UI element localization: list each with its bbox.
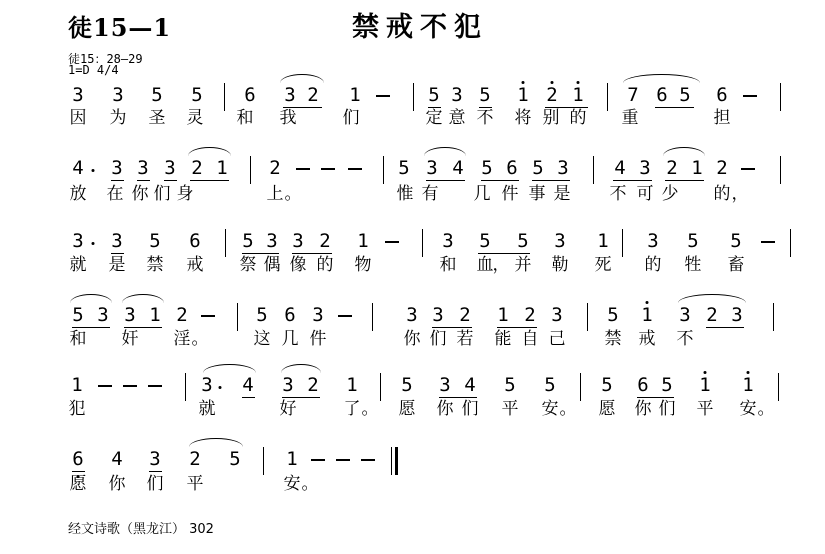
note-digit: 2 — [319, 230, 331, 252]
barline — [380, 373, 381, 401]
slur-arc — [189, 438, 243, 447]
lyric-char: 。 — [559, 399, 577, 419]
note-digit: 3 — [647, 230, 659, 252]
lyric-char: 我 — [279, 108, 297, 128]
barline — [413, 83, 414, 111]
note-digit: 1 — [641, 304, 653, 326]
lyric-char: 担 — [713, 108, 731, 128]
sustain-dash — [361, 459, 375, 461]
note-digit: 2 — [307, 374, 319, 396]
note-digit: 3 — [111, 157, 123, 179]
beam-underline — [149, 471, 162, 472]
lyric-char: 可 — [636, 184, 654, 204]
lyric-char: 少 — [661, 184, 679, 204]
lyric-char: 愿 — [398, 399, 416, 419]
note-digit: 5 — [687, 230, 699, 252]
beam-underline — [481, 180, 519, 181]
sustain-dash — [741, 168, 755, 170]
note-digit: 2 — [666, 157, 678, 179]
lyric-char: 不 — [676, 329, 694, 349]
key-time-signature: 1=D 4/4 — [68, 63, 119, 77]
note-digit: 3 — [312, 304, 324, 326]
note-digit: 3 — [282, 374, 294, 396]
barline — [587, 303, 588, 331]
lyric-char: 别 — [542, 108, 560, 128]
lyric-char: 是 — [108, 255, 126, 275]
sustain-dash — [385, 241, 399, 243]
lyric-char: 能 — [494, 329, 512, 349]
beam-underline — [655, 107, 694, 108]
barline — [224, 83, 225, 111]
barline — [773, 303, 774, 331]
final-barline-thick — [395, 447, 398, 475]
note-digit: 1 — [349, 84, 361, 106]
lyric-char: 平 — [186, 474, 204, 494]
slur-arc — [424, 147, 466, 156]
lyric-char: 灵 — [186, 108, 204, 128]
note-digit: 3 — [551, 304, 563, 326]
note-digit: 5 — [479, 230, 491, 252]
lyric-char: 件 — [309, 329, 327, 349]
note-digit: 5 — [661, 374, 673, 396]
sustain-dash — [376, 95, 390, 97]
lyric-char: 奸 — [121, 329, 139, 349]
note-digit: 3 — [97, 304, 109, 326]
beam-underline — [665, 180, 704, 181]
note-digit: 4 — [464, 374, 476, 396]
barline — [593, 156, 594, 184]
slur-arc — [663, 147, 705, 156]
beam-underline — [72, 471, 85, 472]
lyric-char: 的 — [569, 108, 587, 128]
note-digit: 3 — [442, 230, 454, 252]
lyric-char: 就 — [69, 255, 87, 275]
augmentation-dot — [92, 242, 95, 245]
beam-underline — [242, 397, 255, 398]
note-digit: 6 — [637, 374, 649, 396]
barline — [225, 229, 226, 257]
lyric-char: 就 — [198, 399, 216, 419]
scripture-reference: 徒15：28—29 — [68, 52, 143, 66]
note-digit: 1 — [572, 84, 584, 106]
lyric-char: 畜 — [727, 255, 745, 275]
beam-underline — [124, 327, 162, 328]
lyric-char: 们 — [342, 108, 360, 128]
beam-underline — [426, 180, 465, 181]
note-digit: 5 — [730, 230, 742, 252]
lyric-char: ， — [492, 255, 510, 275]
final-barline-thin — [391, 447, 392, 475]
beam-underline — [164, 180, 177, 181]
lyric-char: 事 — [528, 184, 546, 204]
lyric-char: 淫 — [173, 329, 191, 349]
lyric-char: 在 — [106, 184, 124, 204]
note-digit: 6 — [656, 84, 668, 106]
note-digit: 4 — [242, 374, 254, 396]
sustain-dash — [348, 168, 362, 170]
song-title: 禁戒不犯 — [352, 12, 488, 43]
lyric-char: 血 — [476, 255, 494, 275]
note-digit: 3 — [266, 230, 278, 252]
lyric-char: 们 — [429, 329, 447, 349]
note-digit: 1 — [699, 374, 711, 396]
note-digit: 6 — [716, 84, 728, 106]
lyric-char: 禁 — [146, 255, 164, 275]
note-digit: 1 — [71, 374, 83, 396]
lyric-char: 好 — [279, 399, 297, 419]
lyric-char: 安 — [541, 399, 559, 419]
sustain-dash — [311, 459, 325, 461]
lyric-char: 若 — [456, 329, 474, 349]
note-digit: 4 — [111, 448, 123, 470]
note-digit: 5 — [479, 84, 491, 106]
beam-underline — [478, 253, 530, 254]
note-digit: 1 — [346, 374, 358, 396]
lyric-char: 勒 — [551, 255, 569, 275]
lyric-char: 戒 — [638, 329, 656, 349]
sustain-dash — [743, 95, 757, 97]
lyric-char: 是 — [553, 184, 571, 204]
note-digit: 2 — [189, 448, 201, 470]
note-digit: 5 — [601, 374, 613, 396]
note-digit: 3 — [164, 157, 176, 179]
slur-arc — [203, 364, 256, 373]
lyric-char: 你 — [634, 399, 652, 419]
note-digit: 5 — [151, 84, 163, 106]
note-digit: 2 — [269, 157, 281, 179]
note-digit: 3 — [124, 304, 136, 326]
sustain-dash — [123, 385, 137, 387]
footer-label: 经文诗歌（黑龙江） 302 — [68, 522, 214, 537]
note-digit: 2 — [706, 304, 718, 326]
lyric-char: 定 — [425, 108, 443, 128]
barline — [422, 229, 423, 257]
sustain-dash — [148, 385, 162, 387]
sustain-dash — [761, 241, 775, 243]
lyric-char: 上 — [266, 184, 284, 204]
beam-underline — [432, 327, 472, 328]
note-digit: 5 — [679, 84, 691, 106]
sustain-dash — [98, 385, 112, 387]
song-number: 徒15—1 — [68, 13, 172, 42]
note-digit: 1 — [286, 448, 298, 470]
lyric-char: 的 — [316, 255, 334, 275]
note-digit: 3 — [406, 304, 418, 326]
slur-arc — [281, 364, 321, 373]
lyric-char: 们 — [461, 399, 479, 419]
note-digit: 1 — [497, 304, 509, 326]
note-digit: 3 — [111, 230, 123, 252]
barline — [372, 303, 373, 331]
augmentation-dot — [219, 386, 222, 389]
lyric-char: 你 — [436, 399, 454, 419]
octave-dot-above — [522, 81, 525, 84]
lyric-char: 戒 — [186, 255, 204, 275]
beam-underline — [282, 397, 320, 398]
lyric-char: 和 — [439, 255, 457, 275]
lyric-char: 。 — [757, 399, 775, 419]
lyric-char: 平 — [696, 399, 714, 419]
barline — [780, 156, 781, 184]
note-digit: 2 — [459, 304, 471, 326]
beam-underline — [706, 327, 744, 328]
octave-dot-above — [551, 81, 554, 84]
lyric-char: 愿 — [598, 399, 616, 419]
slur-arc — [188, 147, 231, 156]
beam-underline — [190, 180, 229, 181]
note-digit: 6 — [506, 157, 518, 179]
note-digit: 5 — [428, 84, 440, 106]
sustain-dash — [201, 315, 215, 317]
lyric-char: 像 — [289, 255, 307, 275]
lyric-char: 圣 — [148, 108, 166, 128]
barline — [237, 303, 238, 331]
note-digit: 6 — [244, 84, 256, 106]
note-digit: 2 — [716, 157, 728, 179]
lyric-char: 。 — [301, 474, 319, 494]
lyric-char: 有 — [421, 184, 439, 204]
lyric-char: 不 — [476, 108, 494, 128]
slur-arc — [280, 74, 324, 83]
note-digit: 3 — [284, 84, 296, 106]
note-digit: 3 — [554, 230, 566, 252]
note-digit: 5 — [242, 230, 254, 252]
note-digit: 1 — [691, 157, 703, 179]
beam-underline — [72, 327, 110, 328]
note-digit: 3 — [201, 374, 213, 396]
note-digit: 2 — [307, 84, 319, 106]
beam-underline — [111, 253, 124, 254]
note-digit: 3 — [731, 304, 743, 326]
note-digit: 3 — [439, 374, 451, 396]
barline — [250, 156, 251, 184]
note-digit: 2 — [191, 157, 203, 179]
note-digit: 1 — [149, 304, 161, 326]
note-digit: 5 — [532, 157, 544, 179]
note-digit: 3 — [639, 157, 651, 179]
slur-arc — [678, 294, 746, 303]
lyric-char: 件 — [501, 184, 519, 204]
lyric-char: 安 — [739, 399, 757, 419]
lyric-char: 愿 — [69, 474, 87, 494]
note-digit: 5 — [398, 157, 410, 179]
note-digit: 6 — [189, 230, 201, 252]
lyric-char: 为 — [109, 108, 127, 128]
note-digit: 7 — [627, 84, 639, 106]
sustain-dash — [296, 168, 310, 170]
lyric-char: 几 — [473, 184, 491, 204]
lyric-char: ， — [731, 184, 749, 204]
lyric-char: 牲 — [684, 255, 702, 275]
note-digit: 3 — [679, 304, 691, 326]
note-digit: 1 — [742, 374, 754, 396]
slur-arc — [122, 294, 164, 303]
note-digit: 3 — [432, 304, 444, 326]
lyric-char: 你 — [131, 184, 149, 204]
lyric-char: 重 — [621, 108, 639, 128]
octave-dot-above — [747, 371, 750, 374]
beam-underline — [439, 397, 477, 398]
lyric-char: 安 — [283, 474, 301, 494]
note-digit: 3 — [72, 230, 84, 252]
lyric-char: 因 — [69, 108, 87, 128]
lyric-char: 了 — [343, 399, 361, 419]
slur-arc — [70, 294, 112, 303]
beam-underline — [532, 180, 570, 181]
octave-dot-above — [704, 371, 707, 374]
note-digit: 3 — [149, 448, 161, 470]
lyric-char: 的 — [713, 184, 731, 204]
note-digit: 5 — [504, 374, 516, 396]
lyric-char: 。 — [361, 399, 379, 419]
note-digit: 6 — [72, 448, 84, 470]
lyric-char: 你 — [403, 329, 421, 349]
barline — [778, 373, 779, 401]
beam-underline — [242, 253, 279, 254]
note-digit: 1 — [357, 230, 369, 252]
note-digit: 2 — [176, 304, 188, 326]
note-digit: 3 — [426, 157, 438, 179]
note-digit: 1 — [597, 230, 609, 252]
lyric-char: 。 — [191, 329, 209, 349]
lyric-char: 平 — [501, 399, 519, 419]
sustain-dash — [336, 459, 350, 461]
lyric-char: 意 — [448, 108, 466, 128]
beam-underline — [111, 180, 124, 181]
octave-dot-above — [646, 301, 649, 304]
lyric-char: 并 — [514, 255, 532, 275]
note-digit: 6 — [284, 304, 296, 326]
note-digit: 5 — [72, 304, 84, 326]
barline — [780, 83, 781, 111]
lyric-char: 的 — [644, 255, 662, 275]
note-digit: 5 — [544, 374, 556, 396]
note-digit: 3 — [72, 84, 84, 106]
barline — [185, 373, 186, 401]
note-digit: 3 — [451, 84, 463, 106]
barline — [580, 373, 581, 401]
sustain-dash — [338, 315, 352, 317]
note-digit: 1 — [216, 157, 228, 179]
lyric-char: 们 — [658, 399, 676, 419]
note-digit: 5 — [481, 157, 493, 179]
lyric-char: 。 — [284, 184, 302, 204]
note-digit: 5 — [517, 230, 529, 252]
note-digit: 3 — [292, 230, 304, 252]
lyric-char: 放 — [69, 184, 87, 204]
lyric-char: 禁 — [604, 329, 622, 349]
lyric-char: 自 — [521, 329, 539, 349]
lyric-char: 物 — [354, 255, 372, 275]
note-digit: 4 — [452, 157, 464, 179]
barline — [607, 83, 608, 111]
lyric-char: 们 — [146, 474, 164, 494]
barline — [622, 229, 623, 257]
lyric-char: 死 — [594, 255, 612, 275]
beam-underline — [637, 397, 674, 398]
lyric-char: 和 — [236, 108, 254, 128]
note-digit: 3 — [557, 157, 569, 179]
note-digit: 2 — [524, 304, 536, 326]
beam-underline — [137, 180, 150, 181]
beam-underline — [497, 327, 537, 328]
note-digit: 5 — [229, 448, 241, 470]
lyric-char: 己 — [548, 329, 566, 349]
note-digit: 5 — [191, 84, 203, 106]
lyric-char: 祭 — [239, 255, 257, 275]
lyric-char: 不 — [609, 184, 627, 204]
lyric-char: 犯 — [68, 399, 86, 419]
slur-arc — [623, 74, 700, 83]
note-digit: 1 — [517, 84, 529, 106]
lyric-char: 身 — [176, 184, 194, 204]
note-digit: 3 — [137, 157, 149, 179]
note-digit: 4 — [614, 157, 626, 179]
beam-underline — [613, 180, 652, 181]
note-digit: 5 — [607, 304, 619, 326]
lyric-char: 几 — [281, 329, 299, 349]
lyric-char: 和 — [69, 329, 87, 349]
lyric-char: 们 — [153, 184, 171, 204]
beam-underline — [292, 253, 332, 254]
augmentation-dot — [92, 169, 95, 172]
barline — [263, 447, 264, 475]
note-digit: 4 — [72, 157, 84, 179]
lyric-char: 偶 — [263, 255, 281, 275]
lyric-char: 将 — [514, 108, 532, 128]
sustain-dash — [321, 168, 335, 170]
note-digit: 5 — [149, 230, 161, 252]
barline — [790, 229, 791, 257]
note-digit: 2 — [546, 84, 558, 106]
lyric-char: 惟 — [396, 184, 414, 204]
note-digit: 3 — [112, 84, 124, 106]
octave-dot-above — [577, 81, 580, 84]
lyric-char: 你 — [108, 474, 126, 494]
note-digit: 5 — [256, 304, 268, 326]
note-digit: 5 — [401, 374, 413, 396]
barline — [383, 156, 384, 184]
lyric-char: 这 — [253, 329, 271, 349]
